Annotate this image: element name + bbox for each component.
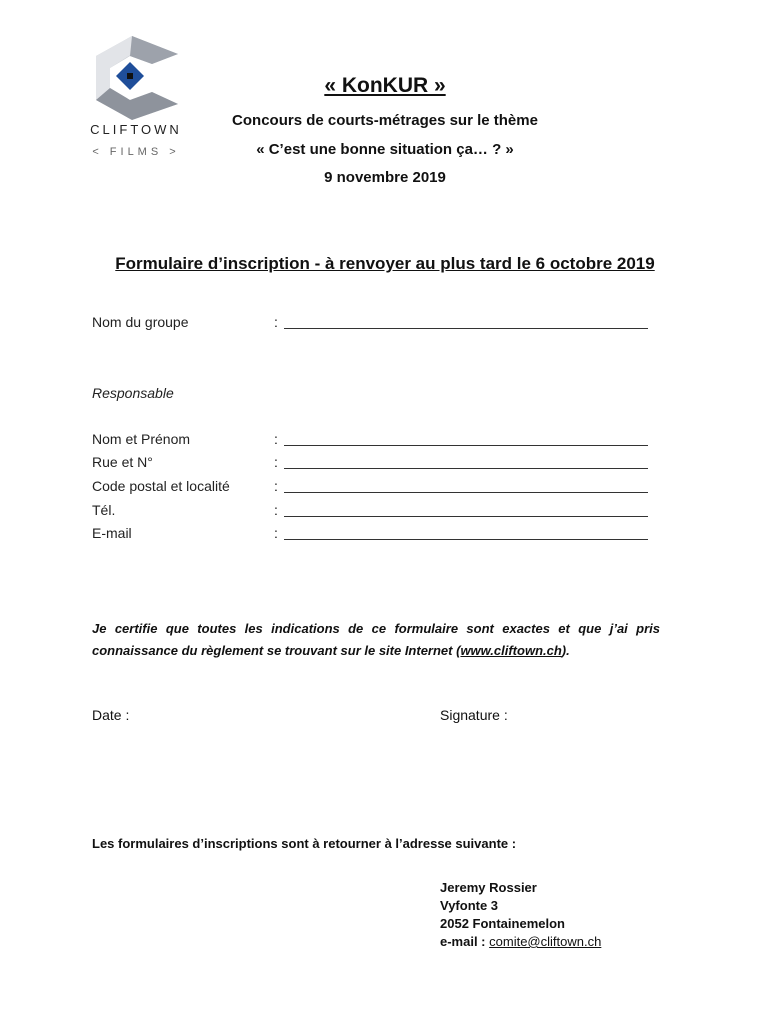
cliftown-logo <box>86 30 196 170</box>
street-field[interactable] <box>284 468 648 469</box>
address-street: Vyfonte 3 <box>440 898 499 913</box>
email-label: E-mail <box>92 525 132 541</box>
logo-subtitle: < FILMS > <box>92 146 180 158</box>
address-email-link[interactable]: comite@cliftown.ch <box>489 934 602 949</box>
street-label: Rue et N° <box>92 454 153 470</box>
postal-city-field[interactable] <box>284 492 648 493</box>
responsable-heading: Responsable <box>92 385 174 401</box>
phone-field[interactable] <box>284 516 648 517</box>
return-instructions: Les formulaires d’inscriptions sont à retourner à l’adresse suivante : <box>92 836 517 851</box>
contest-date: 9 novembre 2019 <box>324 169 446 186</box>
signature-label: Signature : <box>440 707 508 723</box>
group-name-label: Nom du groupe <box>92 314 189 330</box>
address-name: Jeremy Rossier <box>440 880 537 895</box>
street-colon: : <box>274 454 278 470</box>
fullname-field[interactable] <box>284 445 648 446</box>
email-field[interactable] <box>284 539 648 540</box>
logo-name: CLIFTOWN <box>90 122 182 137</box>
group-name-colon: : <box>274 314 278 330</box>
phone-colon: : <box>274 502 278 518</box>
contest-title: « KonKUR » <box>324 74 446 97</box>
certification-text-end: ). <box>561 643 570 658</box>
form-title: Formulaire d’inscription - à renvoyer au plus tard le 6 octobre 2019 <box>115 254 655 273</box>
website-link[interactable]: www.cliftown.ch <box>460 643 562 658</box>
date-label: Date : <box>92 707 130 723</box>
fullname-colon: : <box>274 431 278 447</box>
email-colon: : <box>274 525 278 541</box>
address-city: 2052 Fontainemelon <box>440 916 565 931</box>
group-name-field[interactable] <box>284 328 648 329</box>
cliftown-logo-icon <box>90 34 182 120</box>
contest-subtitle: Concours de courts-métrages sur le thème <box>232 112 538 129</box>
address-email-label: e-mail : <box>440 934 486 949</box>
certification-statement <box>92 618 660 662</box>
postal-city-colon: : <box>274 478 278 494</box>
postal-city-label: Code postal et localité <box>92 478 230 494</box>
address-email-line <box>440 934 601 949</box>
certification-text: Je certifie que toutes les indications de ce formulaire sont exactes et que j’ai pris connaissance du règlement se trouvant sur le site Internet ( <box>92 621 660 658</box>
fullname-label: Nom et Prénom <box>92 431 191 447</box>
phone-label: Tél. <box>92 502 116 518</box>
contest-theme: « C’est une bonne situation ça… ? » <box>256 141 514 158</box>
